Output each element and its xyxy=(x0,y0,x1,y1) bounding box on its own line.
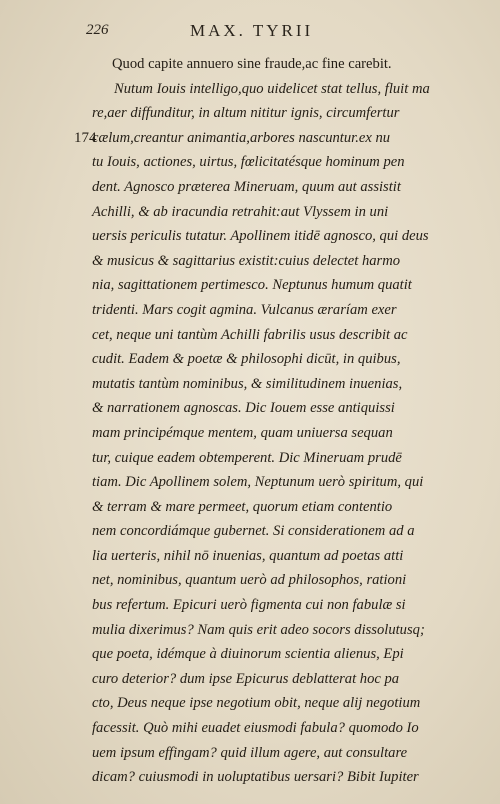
line-text: & musicus & sagittarius existit:cuius delectet harmo xyxy=(92,252,401,269)
line-text: dent. Agnosco præterea Mineruam, quum aut assistit xyxy=(92,178,401,195)
line-text: nem concordiámque gubernet. Si considerationem ad a xyxy=(92,523,415,540)
text-line xyxy=(92,200,472,225)
line-text: & terram & mare permeet, quorum etiam contentio xyxy=(92,498,393,515)
text-line xyxy=(92,298,472,323)
text-line xyxy=(92,101,472,126)
text-line xyxy=(92,77,472,102)
text-line xyxy=(92,667,472,692)
line-text: Quod capite annuero sine fraude,ac fine carebit. xyxy=(112,56,392,72)
line-text: & narrationem agnoscas. Dic Iouem esse antiquissi xyxy=(92,400,395,417)
text-line xyxy=(92,544,472,569)
text-line xyxy=(74,126,472,151)
line-text: cælum,creantur animantia,arbores nascuntur.ex nu xyxy=(92,129,391,146)
line-text: bus refertum. Epicuri uerò figmenta cui non fabulæ si xyxy=(92,597,406,614)
line-text: tu Iouis, actiones, uirtus, fœlicitatésque hominum pen xyxy=(92,154,405,171)
line-text: tridenti. Mars cogit agmina. Vulcanus æraríam exer xyxy=(92,301,397,318)
line-text: mulia dixerimus? Nam quis erit adeo socors dissolutusq; xyxy=(92,621,425,638)
line-text: facessit. Quò mihi euadet eiusmodi fabula? quomodo Io xyxy=(92,720,419,737)
body-text xyxy=(74,52,472,790)
line-text: re,aer diffunditur, in altum nititur ignis, circumfertur xyxy=(92,105,400,122)
line-text: que poeta, idémque à diuinorum scientia alienus, Epi xyxy=(92,646,404,663)
running-head: MAX. TYRII xyxy=(190,21,314,40)
text-line xyxy=(92,495,472,520)
line-text: tiam. Dic Apollinem solem, Neptunum uerò spiritum, qui xyxy=(92,474,424,491)
line-text: tur, cuique eadem obtemperent. Dic Mineruam prudē xyxy=(92,449,402,466)
text-line xyxy=(92,765,472,790)
text-line xyxy=(92,470,472,495)
line-text: cudit. Eadem & poetæ & philosophi dicūt, in quibus, xyxy=(92,351,401,368)
text-line xyxy=(92,273,472,298)
line-text: Nutum Iouis intelligo,quo uidelicet stat tellus, fluit ma xyxy=(114,80,430,97)
text-line xyxy=(92,741,472,766)
text-line xyxy=(92,224,472,249)
text-line xyxy=(92,446,472,471)
line-text: nia, sagittationem pertimesco. Neptunus humum quatit xyxy=(92,277,412,294)
text-line xyxy=(92,52,472,77)
text-line xyxy=(92,519,472,544)
line-text: cto, Deus neque ipse negotium obit, neque alij negotium xyxy=(92,695,421,712)
line-text: uersis periculis tutatur. Apollinem itidē agnosco, qui deus xyxy=(92,228,429,245)
line-text: Achilli, & ab iracundia retrahit:aut Vlyssem in uni xyxy=(92,203,389,220)
line-text: net, nominibus, quantum uerò ad philosophos, rationi xyxy=(92,572,407,589)
text-line xyxy=(92,618,472,643)
text-line xyxy=(92,347,472,372)
page-number: 226 xyxy=(86,22,109,38)
text-line xyxy=(92,323,472,348)
text-line xyxy=(92,691,472,716)
line-text: lia uerteris, nihil nō inuenias, quantum ad poetas atti xyxy=(92,547,404,564)
line-text: cet, neque uni tantùm Achilli fabrilis usus describit ac xyxy=(92,326,408,343)
text-line xyxy=(92,175,472,200)
margin-number: 174 xyxy=(74,129,97,146)
line-text: uem ipsum effingam? quid illum agere, aut consultare xyxy=(92,744,408,761)
text-line xyxy=(92,593,472,618)
text-line xyxy=(92,568,472,593)
text-line xyxy=(92,396,472,421)
text-line xyxy=(92,716,472,741)
page-header xyxy=(86,22,470,44)
text-line xyxy=(92,421,472,446)
line-text: mutatis tantùm nominibus, & similitudinem inuenias, xyxy=(92,375,403,392)
line-text: curo deterior? dum ipse Epicurus deblatterat hoc pa xyxy=(92,670,400,687)
text-line xyxy=(92,249,472,274)
text-line xyxy=(92,642,472,667)
text-line xyxy=(92,150,472,175)
line-text: mam principémque mentem, quam uniuersa sequan xyxy=(92,424,393,441)
text-line xyxy=(92,372,472,397)
line-text: dicam? cuiusmodi in uoluptatibus uersari? Bibit Iupiter xyxy=(92,769,419,786)
